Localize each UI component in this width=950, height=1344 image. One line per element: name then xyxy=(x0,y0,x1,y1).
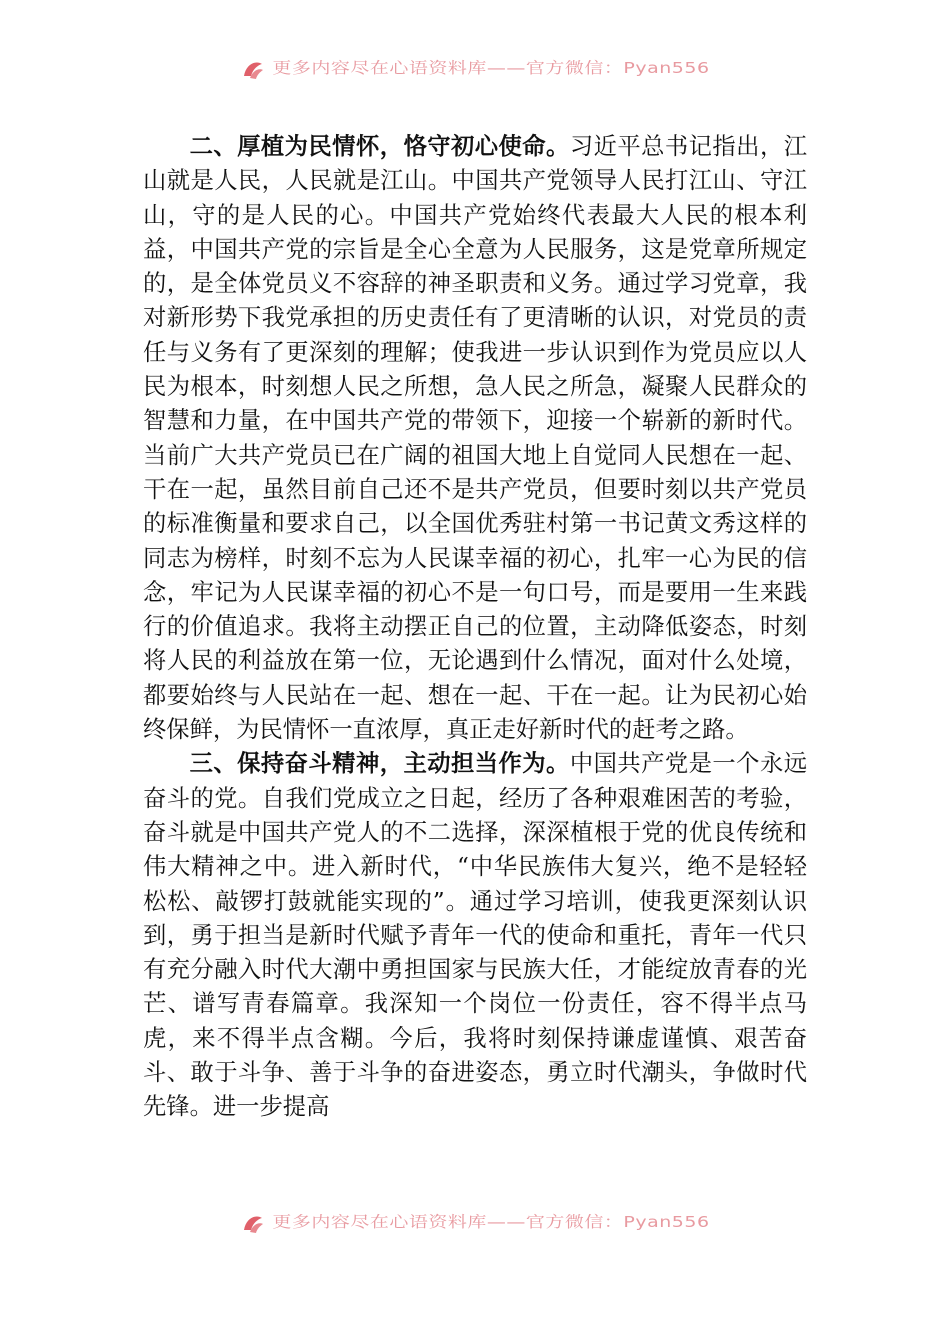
paragraph-heading: 二、厚植为民情怀，恪守初心使命。 xyxy=(189,133,570,160)
paragraph-text: 中国共产党是一个永远奋斗的党。自我们党成立之日起，经历了各种艰难困苦的考验，奋斗就是中国共产党人的不二选择，深深植根于党的优良传统和伟大精神之中。进入新时代，“中华民族伟大复兴，绝不是轻轻松松、敲锣打鼓就能实现的”。通过学习培训，使我更深刻认识到，勇于担当是新时代赋予青年一代的使命和重托，青年一代只有充分融入时代大潮中勇担国家与民族大任，才能绽放青春的光芒、谱写青春篇章。我深知一个岗位一份责任，容不得半点马虎，来不得半点含糊。今后，我将时刻保持谦虚谨慎、艰苦奋斗、敢于斗争、善于斗争的奋进姿态，勇立时代潮头，争做时代先锋。进一步提高 xyxy=(143,750,808,1121)
watermark-footer xyxy=(0,1206,950,1240)
watermark-logo-icon xyxy=(240,1210,266,1236)
watermark-text: 更多内容尽在心语资料库——官方微信：Pyan556 xyxy=(272,1212,710,1231)
document-body xyxy=(143,130,807,1125)
watermark-text: 更多内容尽在心语资料库——官方微信：Pyan556 xyxy=(272,58,710,77)
paragraph-text: 习近平总书记指出，江山就是人民，人民就是江山。中国共产党领导人民打江山、守江山，守的是人民的心。中国共产党始终代表最大人民的根本利益，中国共产党的宗旨是全心全意为人民服务，这是党章所规定的，是全体党员义不容辞的神圣职责和义务。通过学习党章，我对新形势下我党承担的历史责任有了更清晰的认识，对党员的责任与义务有了更深刻的理解；使我进一步认识到作为党员应以人民为根本，时刻想人民之所想，急人民之所急，凝聚人民群众的智慧和力量，在中国共产党的带领下，迎接一个崭新的新时代。当前广大共产党员已在广阔的祖国大地上自觉同人民想在一起、干在一起，虽然目前自己还不是共产党员，但要时刻以共产党员的标准衡量和要求自己，以全国优秀驻村第一书记黄文秀这样的同志为榜样，时刻不忘为人民谋幸福的初心，扎牢一心为民的信念，牢记为人民谋幸福的初心不是一句口号，而是要用一生来践行的价值追求。我将主动摆正自己的位置，主动降低姿态，时刻将人民的利益放在第一位，无论遇到什么情况，面对什么处境，都要始终与人民站在一起、想在一起、干在一起。让为民初心始终保鲜，为民情怀一直浓厚，真正走好新时代的赶考之路。 xyxy=(143,133,808,744)
paragraph-heading: 三、保持奋斗精神，主动担当作为。 xyxy=(189,750,570,778)
watermark-logo-icon xyxy=(240,56,266,82)
paragraph-3 xyxy=(143,747,807,1124)
paragraph-2 xyxy=(143,130,807,747)
watermark-header xyxy=(0,52,950,86)
